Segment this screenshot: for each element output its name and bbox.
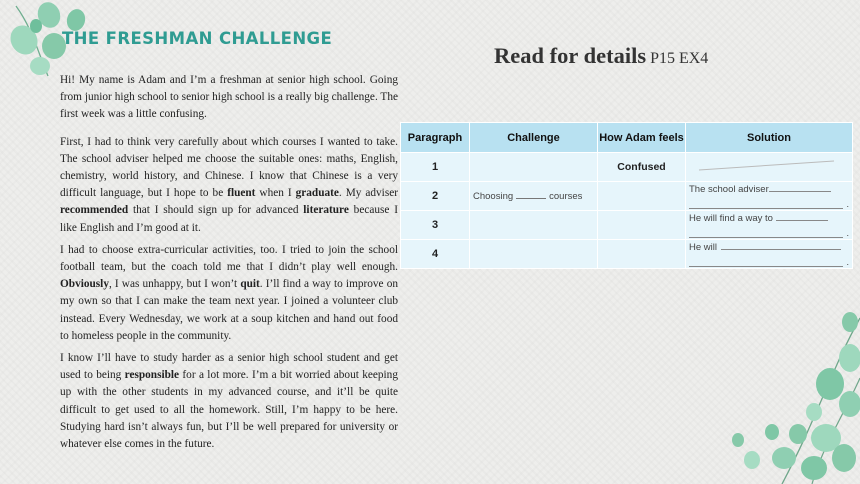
answer-blank[interactable] — [769, 190, 831, 192]
challenge-text-after: courses — [549, 190, 583, 202]
solution-cell[interactable] — [686, 153, 853, 182]
paragraph-number: 1 — [401, 153, 470, 182]
solution-cell[interactable] — [686, 211, 853, 240]
article-text — [60, 72, 398, 453]
leaf-decoration-bottom-right — [722, 308, 860, 484]
paragraph-number: 3 — [401, 211, 470, 240]
challenge-cell[interactable] — [470, 211, 598, 240]
section-heading — [494, 43, 708, 69]
period-mark: . — [846, 198, 849, 209]
paragraph-number: 2 — [401, 182, 470, 211]
feeling-cell[interactable] — [598, 240, 686, 269]
article-title: THE FRESHMAN CHALLENGE — [62, 29, 333, 48]
table-row — [401, 153, 853, 182]
heading-bold: Read for details — [494, 43, 647, 68]
period-mark: . — [846, 227, 849, 238]
keyword: quit — [240, 278, 260, 291]
details-table — [400, 122, 853, 269]
challenge-cell[interactable] — [470, 240, 598, 269]
header-challenge: Challenge — [470, 123, 598, 153]
table-row — [401, 182, 853, 211]
keyword: literature — [303, 204, 349, 217]
header-solution: Solution — [686, 123, 853, 153]
article-paragraph: First, I had to think very carefully about which courses I wanted to take. The school adviser helped me choose the suitable ones: maths, English, chemistry, world history, and Chinese. I know that Chinese is a very difficult language, but I hope to be fluent when I graduate. My adviser recommended that I should sign up for advanced literature because I like English and I’m good at it. — [60, 135, 398, 234]
solution-cell[interactable] — [686, 240, 853, 269]
feeling-cell[interactable] — [598, 211, 686, 240]
challenge-cell[interactable] — [470, 153, 598, 182]
solution-prompt: The school adviser — [689, 183, 769, 195]
table-row — [401, 240, 853, 269]
answer-blank[interactable] — [516, 197, 546, 199]
period-mark: . — [846, 256, 849, 267]
scribble-line — [689, 155, 839, 175]
challenge-cell[interactable] — [470, 182, 598, 211]
keyword: responsible — [124, 369, 180, 382]
heading-exercise-ref: P15 EX4 — [650, 50, 709, 67]
answer-blank[interactable] — [776, 219, 828, 221]
header-paragraph: Paragraph — [401, 123, 470, 153]
answer-blank[interactable] — [721, 248, 841, 250]
answer-blank-line[interactable] — [689, 225, 849, 238]
table-row — [401, 211, 853, 240]
article-paragraph: I had to choose extra-curricular activities, too. I tried to join the school football team, but the coach told me that I didn’t play well enough. Obviously, I was unhappy, but I won’t quit. I’ll find a way to improve on my own so that I can make the team next year. I joined a volunteer club instead. Every Wednesday, we work at a soup kitchen and hand out food to homeless people in the community. — [60, 243, 398, 342]
solution-prompt: He will find a way to — [689, 212, 773, 224]
challenge-text-before: Choosing — [473, 190, 514, 202]
answer-blank-line[interactable] — [689, 254, 849, 267]
article-paragraph: Hi! My name is Adam and I’m a freshman at senior high school. Going from junior high school to senior high school is a really big challenge. The first week was a little confusing. — [60, 74, 398, 121]
keyword: fluent — [227, 187, 256, 200]
paragraph-number: 4 — [401, 240, 470, 269]
feeling-cell[interactable] — [598, 182, 686, 211]
article-paragraph: I know I’ll have to study harder as a senior high school student and get used to being responsible for a lot more. I’m a bit worried about keeping up with the other students in my advanced course, and it’ll be quite difficult to get used to all the homework. Still, I’m happy to be here. Studying hard isn’t always fun, but I’ll be well prepared for university or whatever else comes in the future. — [60, 352, 398, 451]
keyword: recommended — [60, 204, 129, 217]
feeling-cell: Confused — [598, 153, 686, 182]
table-header-row — [401, 123, 853, 153]
keyword: Obviously — [60, 278, 109, 291]
keyword: graduate — [295, 187, 339, 200]
solution-prompt: He will — [689, 241, 717, 253]
header-feelings: How Adam feels — [598, 123, 686, 153]
answer-blank-line[interactable] — [689, 196, 849, 209]
solution-cell[interactable] — [686, 182, 853, 211]
